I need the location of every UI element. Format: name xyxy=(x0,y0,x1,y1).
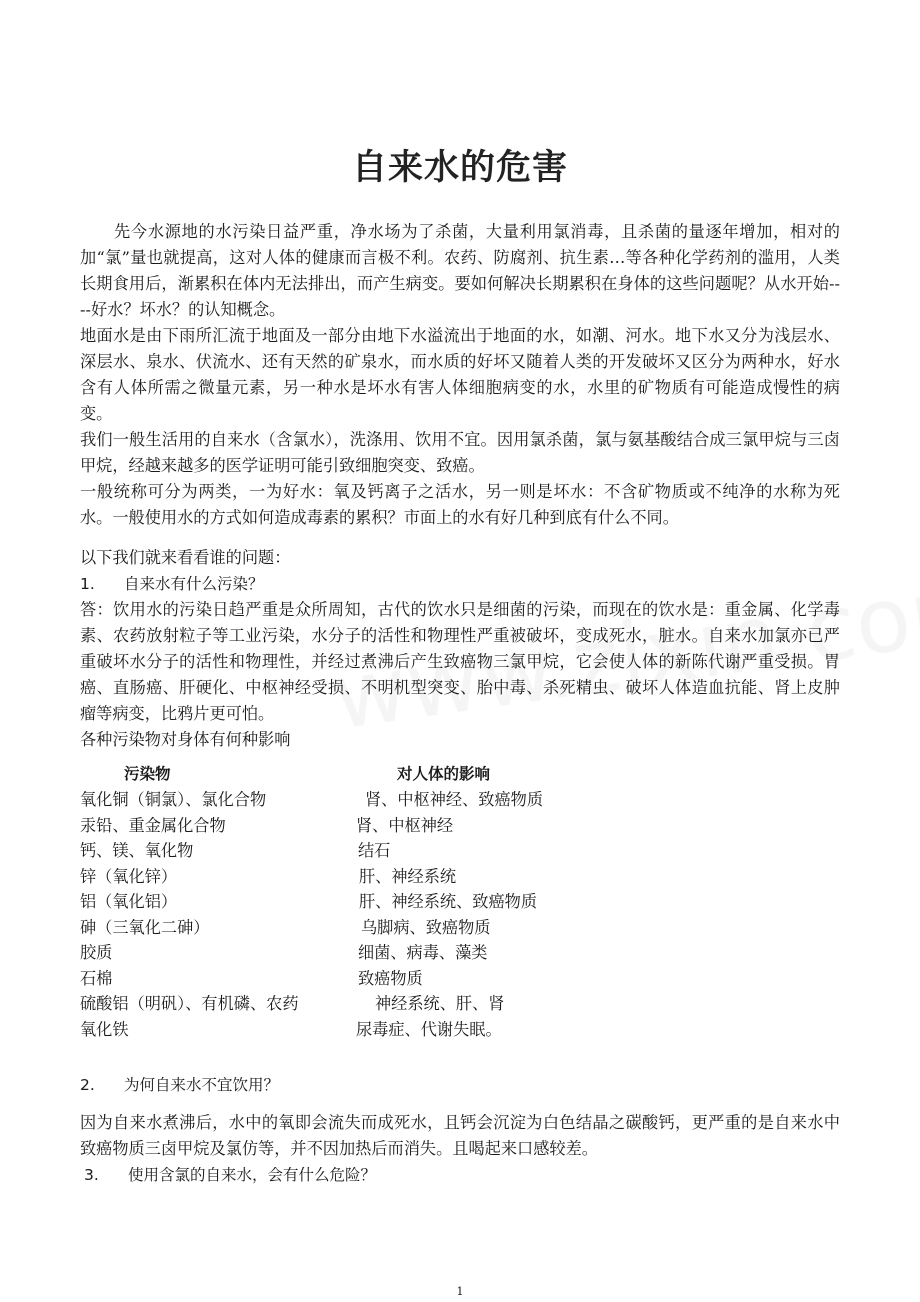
table-cell-effect: 肝、神经系统、致癌物质 xyxy=(359,892,538,911)
lead-in-text: 以下我们就来看看谁的问题： xyxy=(80,548,291,567)
table-row xyxy=(80,915,840,941)
table-cell-effect: 乌脚病、致癌物质 xyxy=(361,917,491,937)
table-cell-effect: 尿毒症、代谢失眠。 xyxy=(356,1019,502,1039)
table-cell-pollutant: 砷（三氧化二砷） xyxy=(80,917,210,937)
document-title: 自来水的危害 xyxy=(351,148,568,188)
question-2-number: 2. xyxy=(80,1076,95,1094)
table-row xyxy=(80,1017,840,1043)
answer-1-paragraph: 答：饮用水的污染日趋严重是众所周知，古代的饮水只是细菌的污染，而现在的饮水是：重金属、化学毒素、农药放射粒子等工业污染，水分子的活性和物理性严重被破坏，变成死水，脏水。自来水加氯亦已严重破坏水分子的活性和物理性，并经过煮沸后产生致癌物三氯甲烷，它会使人体的新陈代谢严重受损。胃癌、直肠癌、肝硬化、中枢神经受损、不明机型突变、胎中毒、杀死精虫、破坏人体造血抗能、肾上皮肿瘤等病变，比鸦片更可怕。 xyxy=(80,600,840,723)
table-row xyxy=(80,813,840,839)
question-2 xyxy=(80,1072,840,1098)
table-row xyxy=(80,864,840,890)
question-1-text: 自来水有什么污染？ xyxy=(124,575,264,593)
question-3-number: 3. xyxy=(84,1166,99,1184)
table-cell-pollutant: 钙、镁、氧化物 xyxy=(80,841,194,860)
page-number: 1 xyxy=(456,1285,464,1298)
table-row xyxy=(80,787,840,813)
table-cell-effect: 细菌、病毒、藻类 xyxy=(358,943,488,962)
table-cell-pollutant: 硫酸铝（明矾）、有机磷、农药 xyxy=(80,994,299,1013)
table-cell-pollutant: 胶质 xyxy=(80,943,113,962)
table-header-effect: 对人体的影响 xyxy=(397,765,491,783)
table-row xyxy=(80,838,840,864)
table-cell-effect: 神经系统、肝、肾 xyxy=(375,994,505,1013)
table-header-pollutant: 污染物 xyxy=(124,765,171,783)
table-cell-pollutant: 锌（氧化锌） xyxy=(80,866,178,886)
table-cell-pollutant: 氧化铁 xyxy=(80,1019,129,1039)
table-row xyxy=(80,966,840,992)
question-3-text: 使用含氯的自来水，会有什么危险？ xyxy=(128,1166,377,1184)
answer-2-paragraph: 因为自来水煮沸后，水中的氧即会流失而成死水，且钙会沉淀为白色结晶之碳酸钙，更严重的是自来水中致癌物质三卤甲烷及氯仿等，并不因加热后而消失。且喝起来口感较差。 xyxy=(80,1113,840,1158)
table-cell-pollutant: 氧化铜（铜氯）、氯化合物 xyxy=(80,790,267,809)
table-header-row xyxy=(80,761,840,787)
intro-paragraph: 先今水源地的水污染日益严重，净水场为了杀菌，大量利用氯消毒，且杀菌的量逐年增加，相对的加“氯”量也就提高，这对人体的健康而言极不利。农药、防腐剂、抗生素…等各种化学药剂的滥用，人类长期食用后，渐累积在体内无法排出，而产生病变。要如何解决长期累积在身体的这些问题呢？从水开始----好水？坏水？的认知概念。 xyxy=(80,222,840,319)
tapwater-paragraph: 我们一般生活用的自来水（含氯水），洗涤用、饮用不宜。因用氯杀菌，氯与氨基酸结合成三氯甲烷与三卤甲烷，经越来越多的医学证明可能引致细胞突变、致癌。 xyxy=(80,430,840,475)
question-3 xyxy=(80,1162,840,1188)
question-1 xyxy=(80,571,840,597)
table-row xyxy=(80,991,840,1017)
table-cell-pollutant: 铝（氧化铝） xyxy=(80,892,178,911)
question-2-text: 为何自来水不宜饮用？ xyxy=(124,1076,280,1094)
classification-paragraph: 一般统称可分为两类，一为好水：氧及钙离子之活水，另一则是坏水：不含矿物质或不纯净的水称为死水。一般使用水的方式如何造成毒素的累积？市面上的水有好几种到底有什么不同。 xyxy=(80,482,840,527)
question-1-number: 1. xyxy=(80,575,95,593)
table-row xyxy=(80,889,840,915)
pollutant-table xyxy=(80,761,840,1042)
groundwater-paragraph: 地面水是由下雨所汇流于地面及一部分由地下水溢流出于地面的水，如潮、河水。地下水又分为浅层水、深层水、泉水、伏流水、还有天然的矿泉水，而水质的好坏又随着人类的开发破坏又区分为两种水，好水含有人体所需之微量元素，另一种水是坏水有害人体细胞病变的水，水里的矿物质有可能造成慢性的病变。 xyxy=(80,326,840,423)
table-cell-effect: 结石 xyxy=(358,841,391,860)
table-row xyxy=(80,940,840,966)
table-intro: 各种污染物对身体有何种影响 xyxy=(80,730,291,749)
table-cell-effect: 肾、中枢神经 xyxy=(356,815,454,835)
table-cell-pollutant: 汞铅、重金属化合物 xyxy=(80,815,226,835)
table-cell-effect: 致癌物质 xyxy=(358,968,423,988)
table-cell-effect: 肾、中枢神经、致癌物质 xyxy=(365,790,544,809)
document-body xyxy=(80,219,840,1188)
table-cell-pollutant: 石棉 xyxy=(80,968,113,988)
table-cell-effect: 肝、神经系统 xyxy=(359,866,457,886)
